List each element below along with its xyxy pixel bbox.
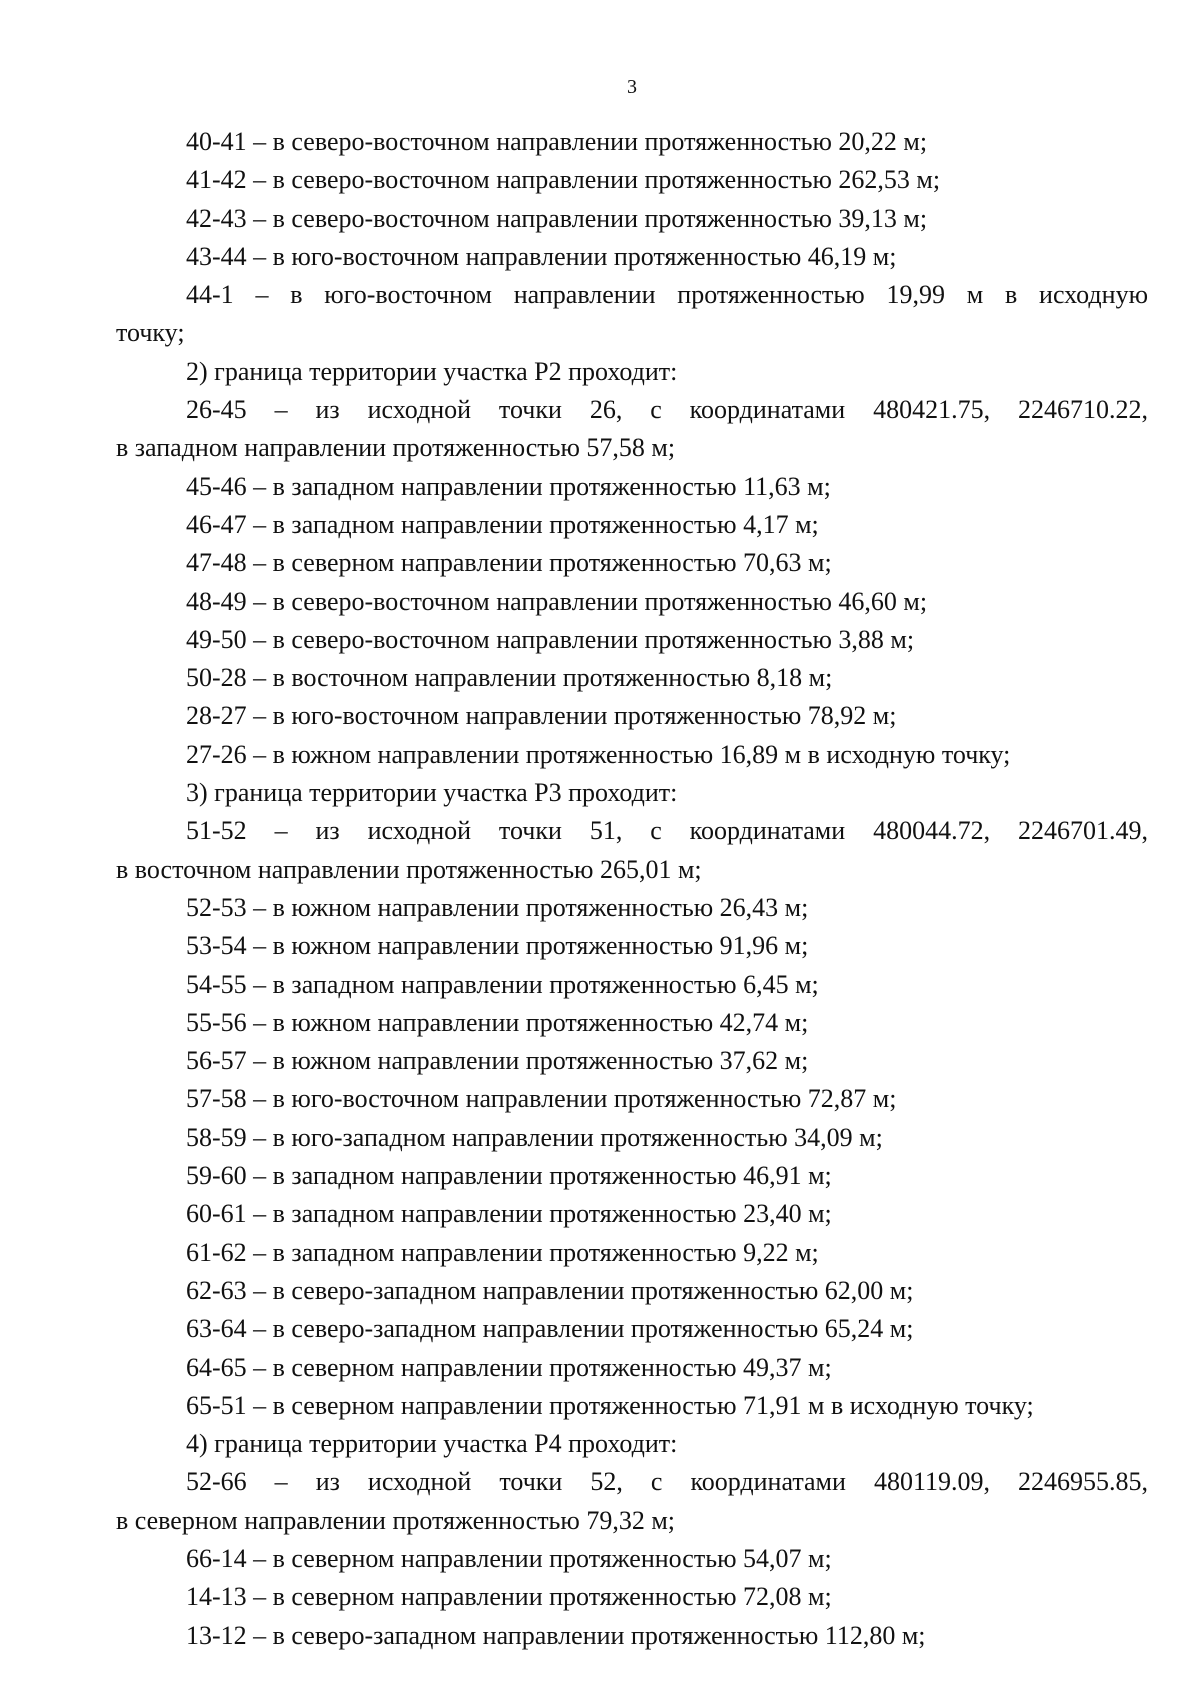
text-line: 46-47 – в западном направлении протяженностью 4,17 м; — [186, 509, 819, 539]
text-line: 53-54 – в южном направлении протяженностью 91,96 м; — [186, 931, 809, 961]
document-body — [116, 123, 1148, 1655]
text-line: 60-61 – в западном направлении протяженностью 23,40 м; — [186, 1199, 832, 1229]
text-line: точку; — [116, 318, 185, 348]
text-line: 57-58 – в юго-восточном направлении протяженностью 72,87 м; — [186, 1084, 897, 1114]
text-line: 52-53 – в южном направлении протяженностью 26,43 м; — [186, 892, 809, 922]
text-line: 43-44 – в юго-восточном направлении протяженностью 46,19 м; — [186, 241, 897, 271]
text-line: 42-43 – в северо-восточном направлении протяженностью 39,13 м; — [186, 203, 928, 233]
text-line: в северном направлении протяженностью 79,32 м; — [116, 1505, 676, 1535]
text-line: 56-57 – в южном направлении протяженностью 37,62 м; — [186, 1046, 809, 1076]
text-line: 27-26 – в южном направлении протяженностью 16,89 м в исходную точку; — [186, 739, 1011, 769]
text-line: 47-48 – в северном направлении протяженностью 70,63 м; — [186, 548, 832, 578]
text-line: в восточном направлении протяженностью 265,01 м; — [116, 854, 702, 884]
section-heading: 2) граница территории участка Р2 проходит: — [186, 356, 678, 386]
section-heading: 3) граница территории участка Р3 проходит: — [186, 778, 678, 808]
text-line: 44-1 – в юго-восточном направлении протяженностью 19,99 м в исходную — [186, 280, 1148, 310]
text-line: 59-60 – в западном направлении протяженностью 46,91 м; — [186, 1161, 832, 1191]
text-line: 61-62 – в западном направлении протяженностью 9,22 м; — [186, 1237, 819, 1267]
text-line: 63-64 – в северо-западном направлении протяженностью 65,24 м; — [186, 1314, 914, 1344]
text-line: 49-50 – в северо-восточном направлении протяженностью 3,88 м; — [186, 624, 915, 654]
text-line: 66-14 – в северном направлении протяженностью 54,07 м; — [186, 1543, 832, 1573]
text-line: 45-46 – в западном направлении протяженностью 11,63 м; — [186, 471, 831, 501]
text-line: 58-59 – в юго-западном направлении протяженностью 34,09 м; — [186, 1122, 883, 1152]
text-line: в западном направлении протяженностью 57,58 м; — [116, 433, 676, 463]
text-line: 64-65 – в северном направлении протяженностью 49,37 м; — [186, 1352, 832, 1382]
text-line: 54-55 – в западном направлении протяженностью 6,45 м; — [186, 969, 819, 999]
text-line: 13-12 – в северо-западном направлении протяженностью 112,80 м; — [186, 1620, 926, 1650]
text-line: 51-52 – из исходной точки 51, с координатами 480044.72, 2246701.49, — [186, 816, 1148, 846]
text-line: 52-66 – из исходной точки 52, с координатами 480119.09, 2246955.85, — [186, 1467, 1148, 1497]
text-line: 40-41 – в северо-восточном направлении протяженностью 20,22 м; — [186, 127, 928, 156]
text-line: 62-63 – в северо-западном направлении протяженностью 62,00 м; — [186, 1275, 914, 1305]
text-line: 26-45 – из исходной точки 26, с координатами 480421.75, 2246710.22, — [186, 395, 1148, 425]
text-line: 14-13 – в северном направлении протяженностью 72,08 м; — [186, 1582, 832, 1612]
text-line: 55-56 – в южном направлении протяженностью 42,74 м; — [186, 1007, 809, 1037]
text-line: 48-49 – в северо-восточном направлении протяженностью 46,60 м; — [186, 586, 928, 616]
page-number: 3 — [627, 76, 637, 98]
text-line: 50-28 – в восточном направлении протяженностью 8,18 м; — [186, 663, 833, 693]
section-heading: 4) граница территории участка Р4 проходит: — [186, 1429, 678, 1459]
text-line: 41-42 – в северо-восточном направлении протяженностью 262,53 м; — [186, 165, 941, 195]
text-line: 65-51 – в северном направлении протяженностью 71,91 м в исходную точку; — [186, 1390, 1034, 1420]
text-line: 28-27 – в юго-восточном направлении протяженностью 78,92 м; — [186, 701, 897, 731]
